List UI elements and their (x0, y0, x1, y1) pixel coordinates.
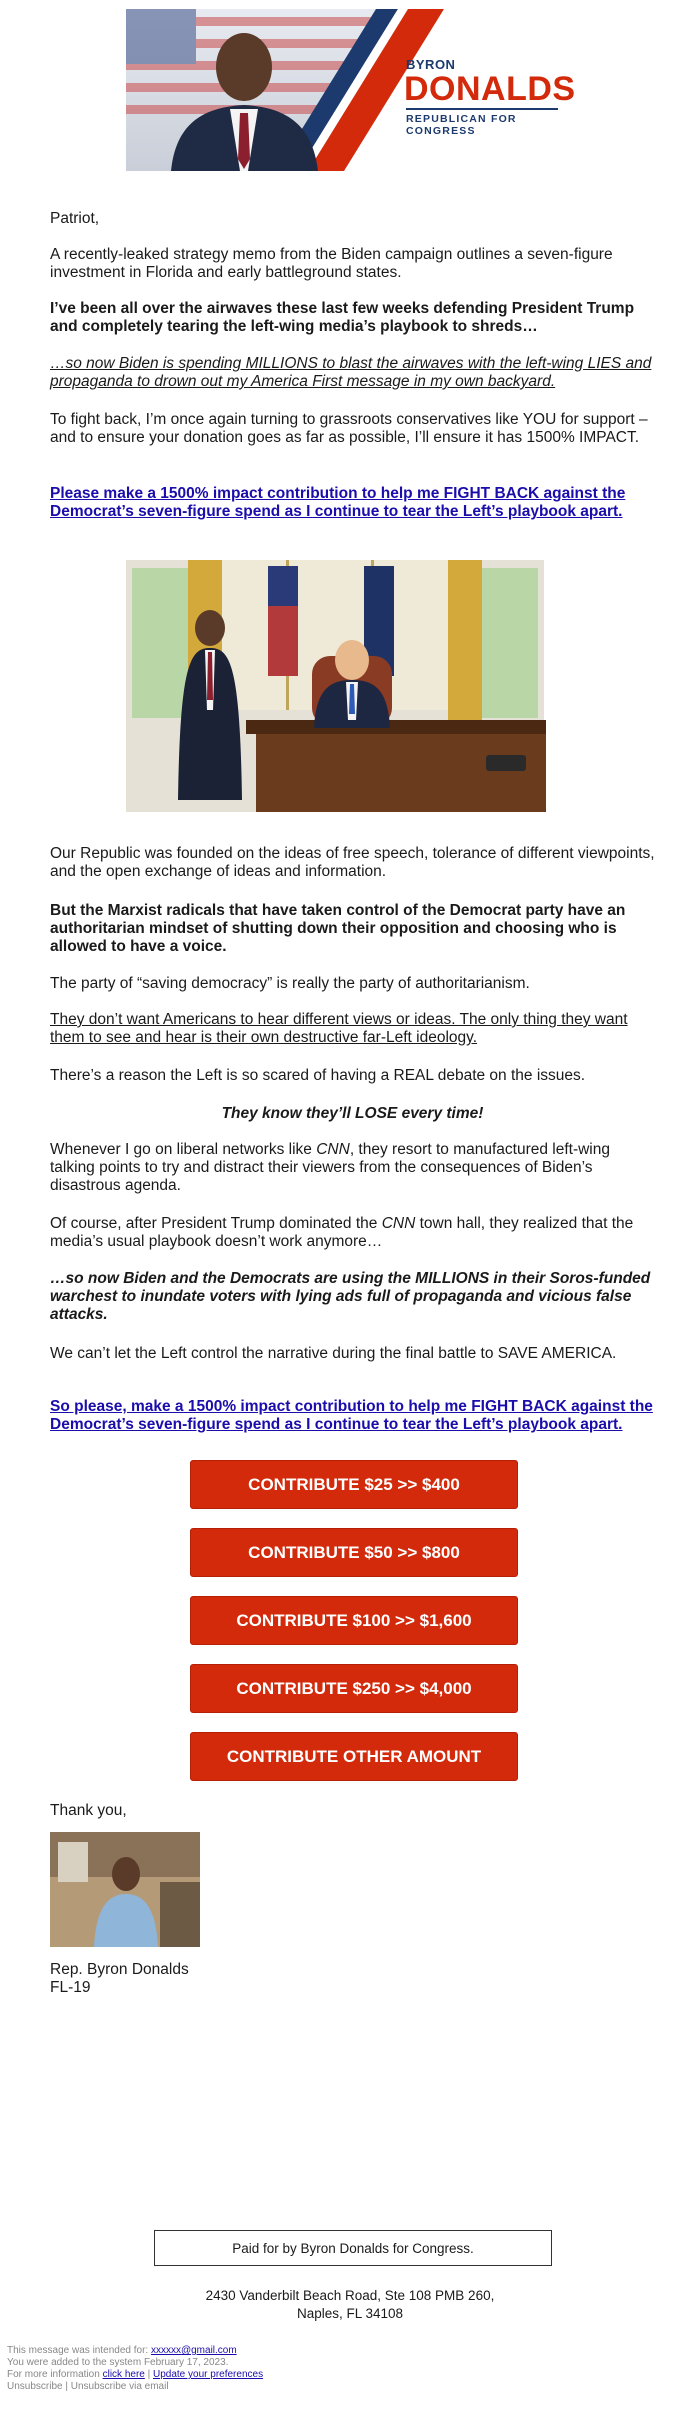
header-first-name: BYRON (406, 57, 456, 72)
paragraph-italic: …so now Biden is spending MILLIONS to blast the airwaves with the left-wing LIES and propaganda to drown out my America First message in my own backyard. (50, 355, 652, 390)
paragraph: There’s a reason the Left is so scared of having a REAL debate on the issues. (50, 1067, 586, 1084)
cnn-text: CNN (316, 1141, 350, 1158)
paid-for-text: Paid for by Byron Donalds for Congress. (232, 2240, 474, 2256)
greeting: Patriot, (50, 210, 100, 227)
paragraph-cnn-1 (50, 1141, 655, 1195)
paragraph: Our Republic was founded on the ideas of free speech, tolerance of different viewpoints, and the open exchange of ideas and information. (50, 845, 655, 880)
contribute-25-button[interactable]: CONTRIBUTE $25 >> $400 (190, 1460, 518, 1509)
header-divider (406, 108, 558, 110)
cta-link-1[interactable]: Please make a 1500% impact contribution to help me FIGHT BACK against the Democrat’s seven-figure spend as I continue to tear the Left’s playbook apart. (50, 485, 626, 520)
cnn-text: CNN (381, 1215, 416, 1232)
contribute-250-button[interactable]: CONTRIBUTE $250 >> $4,000 (190, 1664, 518, 1713)
text-span: Whenever I go on liberal networks like (50, 1141, 317, 1158)
footer-more-info: For more information click here | Update your preferences (7, 2369, 264, 2380)
signature-district: FL-19 (50, 1979, 91, 1996)
thanks: Thank you, (50, 1802, 127, 1819)
paragraph-bold: I’ve been all over the airwaves these last few weeks defending President Trump and completely tearing the left-wing media’s playbook to shreds… (50, 300, 635, 335)
text-span: , they resort to manufactured left-wing talking points to try and distract their viewers from the consequences of Biden’s disastrous agenda. (50, 1141, 610, 1194)
contribute-other-button[interactable]: CONTRIBUTE OTHER AMOUNT (190, 1732, 518, 1781)
paragraph-underlined: They don’t want Americans to hear different views or ideas. The only thing they want them to see and hear is their own destructive far-Left ideology. (50, 1011, 628, 1046)
footer-text: This message was intended for: (7, 2345, 149, 2356)
paragraph-bold-italic: …so now Biden and the Democrats are using the MILLIONS in their Soros-funded warchest to inundate voters with lying ads full of propaganda and vicious false attacks. (50, 1270, 651, 1323)
paragraph: A recently-leaked strategy memo from the Biden campaign outlines a seven-figure investment in Florida and early battleground states. (50, 246, 613, 281)
footer-unsubscribe[interactable]: Unsubscribe | Unsubscribe via email (7, 2381, 169, 2392)
contribute-100-button[interactable]: CONTRIBUTE $100 >> $1,600 (190, 1596, 518, 1645)
header-tagline: REPUBLICAN FOR CONGRESS (406, 113, 517, 137)
oval-office-photo (126, 560, 544, 812)
paragraph-bold: But the Marxist radicals that have taken control of the Democrat party have an authoritarian mindset of shutting down their opposition and choosing who is allowed to have a voice. (50, 902, 626, 955)
paragraph: We can’t let the Left control the narrative during the final battle to SAVE AMERICA. (50, 1345, 617, 1362)
cta-link-2[interactable]: So please, make a 1500% impact contribution to help me FIGHT BACK against the Democrat’s seven-figure spend as I continue to tear the Left’s playbook apart. (50, 1398, 653, 1433)
contribute-50-button[interactable]: CONTRIBUTE $50 >> $800 (190, 1528, 518, 1577)
address-line-2: Naples, FL 34108 (296, 2306, 404, 2321)
signature-photo (50, 1832, 200, 1947)
update-preferences-link[interactable]: Update your preferences (153, 2369, 264, 2380)
footer-email-link[interactable]: xxxxxx@gmail.com (150, 2345, 237, 2356)
footer-added: You were added to the system February 17, 2023. (7, 2357, 229, 2368)
paragraph-cnn-2 (50, 1215, 655, 1251)
text-span: town hall, they realized that the media’s usual playbook doesn’t work anymore… (50, 1215, 634, 1250)
paragraph-centered: They know they’ll LOSE every time! (221, 1105, 484, 1122)
click-here-link[interactable]: click here (102, 2369, 145, 2380)
text-span: Of course, after President Trump dominated the (50, 1215, 382, 1232)
signature-name: Rep. Byron Donalds (50, 1961, 189, 1978)
paragraph: The party of “saving democracy” is really the party of authoritarianism. (50, 975, 530, 992)
paid-for-box (154, 2230, 552, 2266)
header-last-name: DONALDS (404, 70, 576, 108)
footer-intended (7, 2345, 237, 2357)
footer-text: For more information (7, 2369, 100, 2380)
paragraph: To fight back, I’m once again turning to grassroots conservatives like YOU for support – and to ensure your donation goes as far as possible, I’ll ensure it has 1500% IMPACT. (50, 411, 648, 446)
address-line-1: 2430 Vanderbilt Beach Road, Ste 108 PMB 260, (205, 2288, 495, 2303)
header-banner (126, 9, 576, 171)
